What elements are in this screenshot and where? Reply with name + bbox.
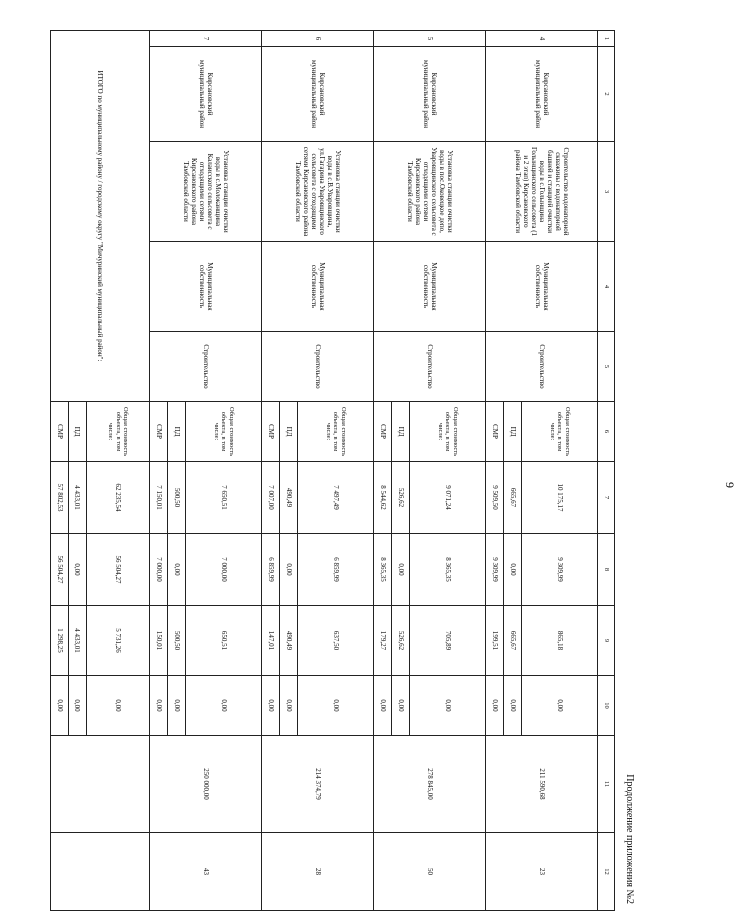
cell-c11: 278 845,00 bbox=[374, 736, 486, 833]
cell-c7: 7 007,00 bbox=[262, 462, 280, 534]
cell-c9: 705,89 bbox=[410, 606, 486, 676]
cell-c9: 500,50 bbox=[168, 606, 186, 676]
cell-c7: 490,49 bbox=[280, 462, 298, 534]
sublabel-total: Общая стоимость объекта, в том числе: bbox=[298, 402, 374, 462]
cell-c11: 214 374,79 bbox=[262, 736, 374, 833]
cell-c10: 0,00 bbox=[150, 676, 168, 736]
cell-c11: 250 000,00 bbox=[150, 736, 262, 833]
col-num-1: 1 bbox=[598, 31, 615, 47]
object-name-cell: Установка станции очистки воды в пос.Оковецкое депо, Уваровщинского сельсовета с отходящими сетями Кирсановского района Тамбовской области bbox=[374, 142, 486, 242]
col-num-5: 5 bbox=[598, 332, 615, 402]
work-type-cell: Строительство bbox=[486, 332, 598, 402]
table-row bbox=[410, 31, 486, 911]
cell-c11: 211 590,68 bbox=[486, 736, 598, 833]
total-pd-c7: 4 433,01 bbox=[68, 462, 86, 534]
total-c10: 0,00 bbox=[86, 676, 150, 736]
total-smr-c10: 0,00 bbox=[51, 676, 69, 736]
ownership-cell: Муниципальная собственность bbox=[150, 242, 262, 332]
work-type-cell: Строительство bbox=[262, 332, 374, 402]
row-number: 4 bbox=[486, 31, 598, 47]
total-row bbox=[86, 31, 150, 911]
cell-c10: 0,00 bbox=[186, 676, 262, 736]
total-smr-c8: 56 504,27 bbox=[51, 534, 69, 606]
cell-c8: 0,00 bbox=[280, 534, 298, 606]
row-number: 6 bbox=[262, 31, 374, 47]
total-pd-c10: 0,00 bbox=[68, 676, 86, 736]
sublabel-pd: ПД bbox=[504, 402, 522, 462]
cell-c10: 0,00 bbox=[298, 676, 374, 736]
cell-c8: 7 000,00 bbox=[150, 534, 168, 606]
total-c7: 62 235,54 bbox=[86, 462, 150, 534]
cell-c10: 0,00 bbox=[374, 676, 392, 736]
table-row bbox=[186, 31, 262, 911]
cell-c10: 0,00 bbox=[168, 676, 186, 736]
sublabel-total: Общая стоимость объекта, в том числе: bbox=[186, 402, 262, 462]
col-num-10: 10 bbox=[598, 676, 615, 736]
cell-c10: 0,00 bbox=[392, 676, 410, 736]
total-c9: 5 731,26 bbox=[86, 606, 150, 676]
col-num-2: 2 bbox=[598, 47, 615, 142]
table-row bbox=[298, 31, 374, 911]
sublabel-smr: СМР bbox=[51, 402, 69, 462]
col-num-8: 8 bbox=[598, 534, 615, 606]
cell-c8: 9 309,99 bbox=[522, 534, 598, 606]
row-number: 5 bbox=[374, 31, 486, 47]
cell-c8: 7 000,00 bbox=[186, 534, 262, 606]
sublabel-smr: СМР bbox=[150, 402, 168, 462]
cell-c7: 10 175,17 bbox=[522, 462, 598, 534]
cell-c9: 490,49 bbox=[280, 606, 298, 676]
cell-c7: 7 650,51 bbox=[186, 462, 262, 534]
cell-c8: 6 859,99 bbox=[298, 534, 374, 606]
cell-c7: 7 497,49 bbox=[298, 462, 374, 534]
ownership-cell: Муниципальная собственность bbox=[486, 242, 598, 332]
district-cell: Кирсановский муниципальный район bbox=[486, 47, 598, 142]
cell-c8: 6 859,99 bbox=[262, 534, 280, 606]
cell-c12: 50 bbox=[374, 833, 486, 911]
sublabel-smr: СМР bbox=[262, 402, 280, 462]
cell-c12: 43 bbox=[150, 833, 262, 911]
work-type-cell: Строительство bbox=[150, 332, 262, 402]
cell-c9: 199,51 bbox=[486, 606, 504, 676]
cell-c10: 0,00 bbox=[522, 676, 598, 736]
investment-table bbox=[50, 30, 615, 911]
sublabel-pd: ПД bbox=[392, 402, 410, 462]
total-smr-c7: 57 802,53 bbox=[51, 462, 69, 534]
total-c11-empty bbox=[51, 736, 150, 833]
work-type-cell: Строительство bbox=[374, 332, 486, 402]
cell-c7: 7 150,01 bbox=[150, 462, 168, 534]
col-num-9: 9 bbox=[598, 606, 615, 676]
cell-c9: 150,01 bbox=[150, 606, 168, 676]
cell-c7: 8 544,62 bbox=[374, 462, 392, 534]
ownership-cell: Муниципальная собственность bbox=[374, 242, 486, 332]
cell-c8: 0,00 bbox=[168, 534, 186, 606]
cell-c7: 9 509,50 bbox=[486, 462, 504, 534]
sublabel-pd: ПД bbox=[168, 402, 186, 462]
district-cell: Кирсановский муниципальный район bbox=[374, 47, 486, 142]
object-name-cell: Установка станции очистки воды в с.В.Уваровщина, ул.Гагарина Уваровщинского сельсовета с отходящими сетями Кирсановского района Тамбовской области bbox=[262, 142, 374, 242]
cell-c8: 8 365,35 bbox=[374, 534, 392, 606]
ownership-cell: Муниципальная собственность bbox=[262, 242, 374, 332]
cell-c7: 500,50 bbox=[168, 462, 186, 534]
cell-c9: 179,27 bbox=[374, 606, 392, 676]
row-number: 7 bbox=[150, 31, 262, 47]
cell-c12: 23 bbox=[486, 833, 598, 911]
cell-c10: 0,00 bbox=[486, 676, 504, 736]
header-number-row bbox=[598, 31, 615, 911]
col-num-6: 6 bbox=[598, 402, 615, 462]
sublabel-pd: ПД bbox=[68, 402, 86, 462]
cell-c7: 665,67 bbox=[504, 462, 522, 534]
sublabel-pd: ПД bbox=[280, 402, 298, 462]
rotated-sheet bbox=[50, 30, 737, 910]
total-pd-c9: 4 433,01 bbox=[68, 606, 86, 676]
cell-c8: 8 365,35 bbox=[410, 534, 486, 606]
object-name-cell: Строительство водонапорной скважины с водонапорной башней и станцией очистки воды в с.Голынщина Голынщинского сельсовета (1 и 2 этап) Кирсановского района Тамбовской области bbox=[486, 142, 598, 242]
object-name-cell: Установка станции очистки воды в с.Молоканщина Калаисского сельсовета с отходящими сетями Кирсановского района Тамбовской области bbox=[150, 142, 262, 242]
cell-c8: 0,00 bbox=[392, 534, 410, 606]
total-pd-c8: 0,00 bbox=[68, 534, 86, 606]
district-cell: Кирсановский муниципальный район bbox=[150, 47, 262, 142]
cell-c9: 147,01 bbox=[262, 606, 280, 676]
cell-c7: 526,62 bbox=[392, 462, 410, 534]
total-smr-c9: 1 298,25 bbox=[51, 606, 69, 676]
cell-c8: 9 309,99 bbox=[486, 534, 504, 606]
col-num-12: 12 bbox=[598, 833, 615, 911]
col-num-3: 3 bbox=[598, 142, 615, 242]
cell-c9: 665,67 bbox=[504, 606, 522, 676]
total-label: ИТОГО по муниципальному району / городскому округу "Мичуринский муниципальный район": bbox=[51, 31, 150, 402]
cell-c7: 9 071,24 bbox=[410, 462, 486, 534]
cell-c10: 0,00 bbox=[280, 676, 298, 736]
col-num-7: 7 bbox=[598, 462, 615, 534]
cell-c10: 0,00 bbox=[262, 676, 280, 736]
col-num-11: 11 bbox=[598, 736, 615, 833]
sublabel-smr: СМР bbox=[374, 402, 392, 462]
sublabel-total: Общая стоимость объекта, в том числе: bbox=[522, 402, 598, 462]
cell-c9: 637,50 bbox=[298, 606, 374, 676]
table-row bbox=[522, 31, 598, 911]
cell-c8: 0,00 bbox=[504, 534, 522, 606]
cell-c9: 526,62 bbox=[392, 606, 410, 676]
page-number: 9 bbox=[723, 482, 737, 488]
sublabel-smr: СМР bbox=[486, 402, 504, 462]
sublabel-total: Общая стоимость объекта, в том числе: bbox=[410, 402, 486, 462]
col-num-4: 4 bbox=[598, 242, 615, 332]
cell-c9: 650,51 bbox=[186, 606, 262, 676]
total-c8: 56 504,27 bbox=[86, 534, 150, 606]
sublabel-total: Общая стоимость объекта, в том числе: bbox=[86, 402, 150, 462]
district-cell: Кирсановский муниципальный район bbox=[262, 47, 374, 142]
cell-c10: 0,00 bbox=[410, 676, 486, 736]
total-c12-empty bbox=[51, 833, 150, 911]
appendix-caption: Продолжение приложения №2 bbox=[624, 774, 635, 904]
cell-c9: 865,18 bbox=[522, 606, 598, 676]
cell-c10: 0,00 bbox=[504, 676, 522, 736]
cell-c12: 28 bbox=[262, 833, 374, 911]
